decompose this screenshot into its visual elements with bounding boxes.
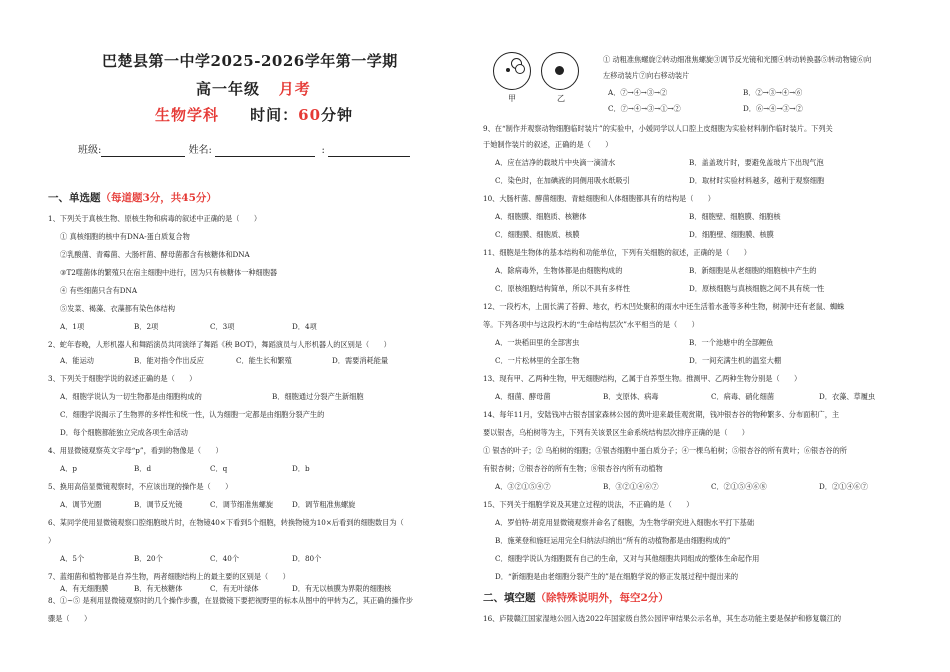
label-jia: 甲	[508, 94, 516, 103]
q15-stem: 15、下列关于细胞学说及其建立过程的说法，不正确的是（ ）	[483, 500, 694, 509]
student-info-line	[78, 144, 410, 157]
name-label: 姓名:	[188, 145, 212, 156]
q5-stem: 5、换用高倍显微镜观察时，不应该出现的操作是（ ）	[48, 482, 233, 491]
q9-stem: 9、在“制作并观察动物细胞临时装片”的实验中，小媛同学以人口腔上皮细胞为实验材料制作临时装片。下列关	[483, 124, 833, 133]
q7-option-a[interactable]: A．有无细胞膜	[60, 584, 109, 593]
subject-time-line	[155, 106, 353, 124]
q1-option-b[interactable]: B．2项	[134, 322, 159, 331]
q1-option-c[interactable]: C．3项	[210, 322, 235, 331]
q13-option-c[interactable]: C．病毒、硝化细菌	[711, 392, 775, 401]
section-2-title	[483, 592, 669, 604]
q1-option-d[interactable]: D．4项	[292, 322, 317, 331]
q13-option-b[interactable]: B．支原体、病毒	[603, 392, 659, 401]
q3-option-d[interactable]: D．每个细胞都能独立完成各项生命活动	[60, 428, 188, 437]
q5-option-d[interactable]: D．调节粗准焦螺旋	[292, 500, 356, 509]
q16-stem: 16、庐陵赣江国家湿地公园入选2022年国家级自然公园评审结果公示名单，其生态功能主要是保护和修复赣江的	[483, 614, 842, 623]
q6-option-c[interactable]: C．40个	[210, 554, 240, 563]
label-yi: 乙	[557, 94, 565, 103]
q3-option-b[interactable]: B．细胞通过分裂产生新细胞	[272, 392, 364, 401]
q10-option-c[interactable]: C．细胞膜、细胞质、核膜	[495, 230, 580, 239]
q3-option-a[interactable]: A．细胞学说认为一切生物都是由细胞构成的	[60, 392, 202, 401]
q12-option-a[interactable]: A．一块稻田里的全部害虫	[495, 338, 580, 347]
q1-item-1: ① 真核细胞的核中有DNA-蛋白质复合物	[60, 232, 190, 241]
q5-option-b[interactable]: B．调节反光镜	[134, 500, 183, 509]
q13-option-a[interactable]: A．细菌、酵母菌	[495, 392, 551, 401]
q7-option-b[interactable]: B．有无核糖体	[134, 584, 183, 593]
section-1-title	[48, 192, 217, 204]
class-label: 班级:	[78, 145, 102, 156]
q10-stem: 10、大肠杆菌、酵菌细胞、青蛙细胞和人体细胞都具有的结构是（ ）	[483, 194, 715, 203]
q11-option-b[interactable]: B．新细胞是从老细胞的细胞核中产生的	[689, 266, 817, 275]
q14-items-1: ① 银杏的叶子；② 乌桕树的细胞；③银杏细胞中蛋白质分子；④一棵乌桕树；⑤银杏谷的所有黄叶；⑥银杏谷的所	[483, 446, 847, 455]
q9-option-c[interactable]: C．染色时，在加碘液的同侧用吸水纸吸引	[495, 176, 630, 185]
q7-option-d[interactable]: D．有无以核膜为界限的细胞核	[292, 584, 392, 593]
q14-option-a[interactable]: A．③②①⑤④⑦	[495, 482, 551, 491]
q8-option-d[interactable]: D．⑥→④→③→②	[743, 104, 803, 113]
q3-stem: 3、下列关于细胞学说的叙述正确的是（ ）	[48, 374, 197, 383]
q14-option-b[interactable]: B．③②①④⑥⑦	[603, 482, 659, 491]
q14-option-d[interactable]: D．②①④⑥⑦	[819, 482, 868, 491]
q14-items-2: 有银杏树；⑦银杏谷的所有生物；⑧银杏谷内所有动植物	[483, 464, 663, 473]
q12-stem-2: 等。下列各项中与这段朽木的“生命结构层次”水平相当的是（ ）	[483, 320, 699, 329]
q1-stem: 1、下列关于真核生物、原核生物和病毒的叙述中正确的是（ ）	[48, 214, 262, 223]
q2-option-b[interactable]: B．能对指令作出反应	[134, 356, 204, 365]
q2-option-a[interactable]: A．能运动	[60, 356, 94, 365]
q9-stem-2: 于她制作装片的叙述，正确的是（ ）	[483, 140, 613, 149]
q1-item-5: ⑤发菜、褐藻、衣藻都有染色体结构	[60, 304, 176, 313]
q6-option-b[interactable]: B．20个	[134, 554, 163, 563]
q4-option-a[interactable]: A．p	[60, 464, 77, 473]
q15-option-c[interactable]: C．细胞学说认为细胞既有自己的生命，又对与其他细胞共同组成的整体生命起作用	[495, 554, 760, 563]
q13-stem: 13、现有甲、乙两种生物，甲无细胞结构，乙属于自养型生物。推测甲、乙两种生物分别是（ ）	[483, 374, 802, 383]
q4-option-b[interactable]: B．d	[134, 464, 152, 473]
q8-stem-end: 骤是（ ）	[48, 614, 92, 623]
q6-option-d[interactable]: D．80个	[292, 554, 322, 563]
q12-stem: 12、一段朽木，上面长满了苔藓、地衣，朽木凹处聚积的雨水中还生活着水蚤等多种生物，树洞中还有老鼠、蜘蛛	[483, 302, 845, 311]
q12-option-d[interactable]: D．一间充满生机的温室大棚	[689, 356, 782, 365]
q1-item-2: ②乳酸菌、青霉菌、大肠杆菌、酵母菌都含有核糖体和DNA	[60, 250, 250, 259]
q15-option-a[interactable]: A．罗伯特·胡克用显微镜观察并命名了细胞，为生物学研究进入细胞水平打下基础	[495, 518, 755, 527]
q11-option-a[interactable]: A．除病毒外，生物体都是由细胞构成的	[495, 266, 623, 275]
cell-icon-2	[515, 64, 525, 74]
q9-option-b[interactable]: B．盖盖玻片时，要避免盖玻片下出现气泡	[689, 158, 824, 167]
q6-stem: 6、某同学使用显微镜观察口腔细胞玻片时，在物镜40×下看到5个细胞，转换物镜为10×后看到的细胞数目为（	[48, 518, 404, 527]
q14-stem: 14、每年11月，安陆钱冲古银杏国家森林公园的黄叶迎来最佳观赏期，钱冲银杏谷的物种繁多、分布面积广，主	[483, 410, 840, 419]
q1-item-4: ④ 有些细菌只含有DNA	[60, 286, 138, 295]
subject-text: 生物学科	[155, 106, 220, 124]
q2-option-c[interactable]: C．能生长和繁殖	[236, 356, 292, 365]
q11-stem: 11、细胞是生物体的基本结构和功能单位，下列有关细胞的叙述，正确的是（ ）	[483, 248, 751, 257]
q5-option-c[interactable]: C．调节细准焦螺旋	[210, 500, 274, 509]
section-1-main: 一、单选题	[48, 192, 101, 204]
q8-option-b[interactable]: B．②→③→④→⑥	[743, 88, 803, 97]
q14-option-c[interactable]: C．②①⑤④⑥⑧	[711, 482, 767, 491]
time-unit: 分钟	[321, 106, 354, 124]
section-2-main: 二、填空题	[483, 592, 536, 604]
cell-dot-icon	[506, 68, 510, 72]
q9-option-a[interactable]: A．应在洁净的载玻片中央滴一滴清水	[495, 158, 616, 167]
q8-steps-line-2: 左移动装片⑦向右移动装片	[603, 71, 690, 80]
q2-stem: 2、蛇年春晚，人形机器人和舞蹈演员共同演绎了舞蹈《秧 BOT》，舞蹈演员与人形机器人的区别是（ ）	[48, 340, 391, 349]
time-label: 时间：	[250, 106, 299, 124]
q7-stem: 7、蓝细菌和植物都是自养生物，两者细胞结构上的最主要的区别是（ ）	[48, 572, 290, 581]
q12-option-b[interactable]: B．一个池塘中的全部鲤鱼	[689, 338, 774, 347]
q12-option-c[interactable]: C．一片松林里的全部生物	[495, 356, 580, 365]
q7-option-c[interactable]: C．有无叶绿体	[210, 584, 259, 593]
colon-label: :	[321, 145, 325, 156]
q4-stem: 4、用显微镜观察英文字母“p”，看到的物像是（ ）	[48, 446, 223, 455]
school-title: 巴楚县第一中学2025-2026学年第一学期	[102, 52, 398, 70]
q1-item-3: ③T2噬菌体的繁殖只在宿主细胞中进行，因为只有核糖体一种细胞器	[60, 268, 278, 277]
q15-option-b[interactable]: B．施莱登和施旺运用完全归纳法归纳出“所有的动植物都是由细胞构成的”	[495, 536, 731, 545]
q5-option-a[interactable]: A．调节光圈	[60, 500, 102, 509]
class-field[interactable]	[101, 146, 185, 157]
q6-option-a[interactable]: A．5个	[60, 554, 85, 563]
exam-grade-line	[196, 80, 311, 98]
q6-stem-end: ）	[48, 536, 56, 545]
q11-option-d[interactable]: D．原核细胞与真核细胞之间不具有统一性	[689, 284, 825, 293]
name-field[interactable]	[215, 146, 315, 157]
q10-option-b[interactable]: B．细胞壁、细胞膜、细胞核	[689, 212, 781, 221]
q9-option-d[interactable]: D．取材时实验材料越多，越利于观察细胞	[689, 176, 825, 185]
cell-enlarged-icon	[555, 66, 564, 75]
q8-steps-line-1: ① 动粗准焦螺旋②转动细准焦螺旋③调节反光镜和光圈④转动转换器⑤转动物镜⑥向	[603, 55, 872, 64]
q8-stem: 8、①~⑤ 是利用显微镜观察时的几个操作步骤，在显微镜下要把视野里的标本从图中的甲转为乙，其正确的操作步	[48, 596, 414, 605]
q4-option-d[interactable]: D．b	[292, 464, 310, 473]
q2-option-d[interactable]: D．需要消耗能量	[332, 356, 389, 365]
exam-name: 月考	[278, 80, 311, 98]
extra-field[interactable]	[328, 146, 410, 157]
grade-text: 高一年级	[196, 80, 261, 98]
q3-option-c[interactable]: C．细胞学说揭示了生物界的多样性和统一性，认为细胞一定都是由细胞分裂产生的	[60, 410, 325, 419]
q4-option-c[interactable]: C．q	[210, 464, 228, 473]
q1-option-a[interactable]: A．1项	[60, 322, 85, 331]
section-1-note: （每道题3分，共45分）	[100, 192, 217, 204]
section-2-note: （除特殊说明外，每空2分）	[535, 592, 669, 604]
q8-option-a[interactable]: A．⑦→④→③→②	[608, 88, 668, 97]
q14-stem-2: 要以银杏，乌桕树等为主，下列有关该景区生命系统结构层次排序正确的是（ ）	[483, 428, 749, 437]
q10-option-a[interactable]: A．细胞膜、细胞质、核糖体	[495, 212, 587, 221]
q15-option-d[interactable]: D．“新细胞是由老细胞分裂产生的”是在细胞学说的修正发展过程中提出来的	[495, 572, 739, 581]
q11-option-c[interactable]: C．原核细胞结构简单，所以不具有多样性	[495, 284, 630, 293]
field-jia-circle	[493, 52, 531, 90]
q8-option-c[interactable]: C．⑦→④→③→①→②	[608, 104, 681, 113]
q13-option-d[interactable]: D．衣藻、草履虫	[819, 392, 876, 401]
time-value: 60	[298, 106, 322, 124]
q10-option-d[interactable]: D．细胞壁、细胞膜、核膜	[689, 230, 774, 239]
